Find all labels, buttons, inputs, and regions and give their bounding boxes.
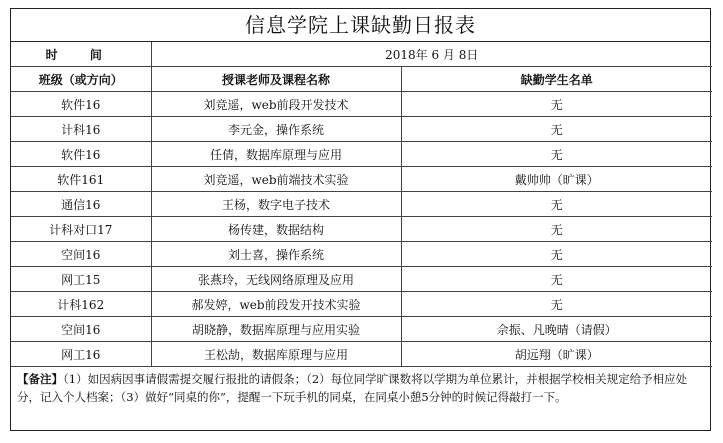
table-row	[11, 117, 712, 142]
class-cell: 计科对口17	[11, 217, 151, 242]
class-cell: 空间16	[11, 317, 151, 342]
date-row	[11, 42, 712, 67]
absent-cell: 无	[401, 117, 712, 142]
class-cell: 通信16	[11, 192, 151, 217]
absent-cell: 无	[401, 92, 712, 117]
teacher-course-cell: 刘竞遥，web前段开发技术	[151, 92, 401, 117]
absent-cell: 无	[401, 292, 712, 317]
table-row	[11, 292, 712, 317]
teacher-course-cell: 李元金，操作系统	[151, 117, 401, 142]
header-absent-students: 缺勤学生名单	[401, 67, 712, 92]
teacher-course-cell: 杨传建，数据结构	[151, 217, 401, 242]
report-date: 2018年 6 月 8日	[151, 42, 712, 67]
table-row	[11, 167, 712, 192]
table-row	[11, 342, 712, 367]
absent-cell: 无	[401, 267, 712, 292]
class-cell: 网工16	[11, 342, 151, 367]
absent-cell: 戴帅帅（旷课）	[401, 167, 712, 192]
class-cell: 软件16	[11, 142, 151, 167]
absence-table	[11, 42, 712, 367]
remarks-label: 【备注】	[17, 372, 63, 386]
class-cell: 空间16	[11, 242, 151, 267]
teacher-course-cell: 任倩，数据库原理与应用	[151, 142, 401, 167]
table-row	[11, 242, 712, 267]
teacher-course-cell: 张燕玲，无线网络原理及应用	[151, 267, 401, 292]
absent-cell: 无	[401, 217, 712, 242]
remarks-text: （1）如因病因事请假需提交履行报批的请假条；（2）每位同学旷课数将以学期为单位累计，并根据学校相关规定给予相应处分，记入个人档案；（3）做好“同桌的你”，提醒一下玩手机的同桌，在同桌小憩5分钟的时候记得敲打一下。	[17, 372, 688, 404]
class-cell: 网工15	[11, 267, 151, 292]
class-cell: 软件16	[11, 92, 151, 117]
absent-cell: 无	[401, 142, 712, 167]
table-row	[11, 192, 712, 217]
class-cell: 软件161	[11, 167, 151, 192]
table-row	[11, 267, 712, 292]
table-row	[11, 317, 712, 342]
remarks-note	[11, 367, 710, 406]
teacher-course-cell: 刘士喜，操作系统	[151, 242, 401, 267]
teacher-course-cell: 王松劼，数据库原理与应用	[151, 342, 401, 367]
class-cell: 计科162	[11, 292, 151, 317]
time-label: 时 间	[11, 42, 151, 67]
header-teacher-course: 授课老师及课程名称	[151, 67, 401, 92]
teacher-course-cell: 刘竞遥，web前端技术实验	[151, 167, 401, 192]
class-cell: 计科16	[11, 117, 151, 142]
absence-report-sheet	[10, 8, 711, 431]
teacher-course-cell: 王杨，数字电子技术	[151, 192, 401, 217]
header-row	[11, 67, 712, 92]
table-row	[11, 142, 712, 167]
absent-cell: 无	[401, 242, 712, 267]
absent-cell: 佘振、凡晚晴（请假）	[401, 317, 712, 342]
teacher-course-cell: 郝发婷，web前段发开技术实验	[151, 292, 401, 317]
absent-cell: 胡远翔（旷课）	[401, 342, 712, 367]
absent-cell: 无	[401, 192, 712, 217]
table-row	[11, 217, 712, 242]
report-title: 信息学院上课缺勤日报表	[11, 9, 710, 42]
table-row	[11, 92, 712, 117]
teacher-course-cell: 胡晓静，数据库原理与应用实验	[151, 317, 401, 342]
header-class: 班级（或方向）	[11, 67, 151, 92]
